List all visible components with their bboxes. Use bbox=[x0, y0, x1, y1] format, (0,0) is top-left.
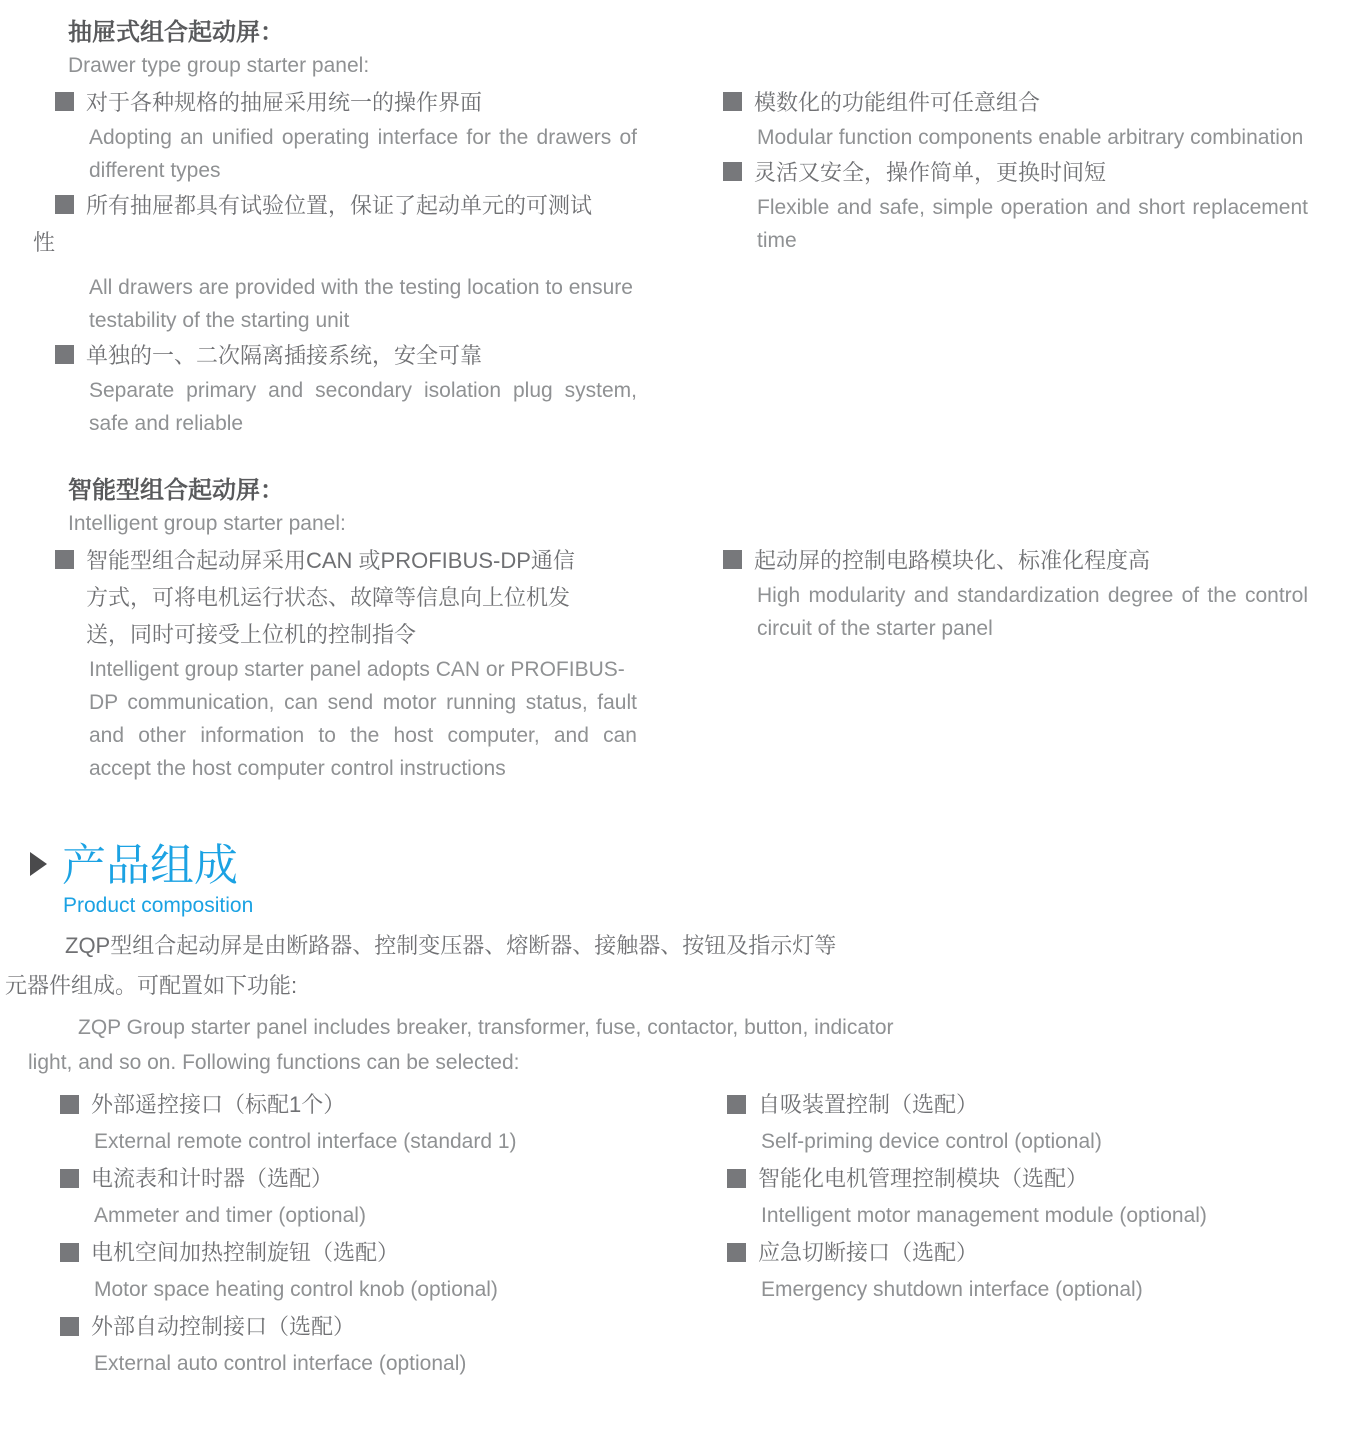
option-text-zh: 电流表和计时器（选配） bbox=[91, 1166, 334, 1191]
feature-item bbox=[55, 542, 675, 785]
bullet-square-icon bbox=[55, 345, 74, 364]
feature-text-zh: 起动屏的控制电路模块化、标准化程度高 bbox=[754, 548, 1151, 573]
option-item bbox=[727, 1234, 1349, 1308]
option-text-zh: 外部自动控制接口（选配） bbox=[91, 1314, 356, 1339]
feature-item bbox=[55, 84, 675, 187]
bullet-square-icon bbox=[60, 1095, 79, 1114]
feature-text-en: Intelligent group starter panel adopts CAN or PROFIBUS- bbox=[89, 658, 625, 681]
feature-text-zh: 所有抽屉都具有试验位置，保证了起动单元的可测试 bbox=[86, 193, 593, 218]
option-text-zh: 应急切断接口（选配） bbox=[758, 1240, 979, 1265]
bullet-square-icon bbox=[60, 1317, 79, 1336]
bullet-square-icon bbox=[55, 550, 74, 569]
feature-text-zh: 方式，可将电机运行状态、故障等信息向上位机发 bbox=[86, 585, 571, 610]
option-item bbox=[727, 1160, 1349, 1234]
feature-text-en: Modular function components enable arbitrary combination bbox=[757, 126, 1304, 149]
section-title-zh: 智能型组合起动屏： bbox=[68, 477, 284, 504]
bullet-square-icon bbox=[60, 1243, 79, 1262]
feature-text-en: safe and reliable bbox=[89, 412, 244, 435]
option-text-en: External remote control interface (standard 1) bbox=[94, 1130, 517, 1153]
bullet-square-icon bbox=[60, 1169, 79, 1188]
option-text-en: Emergency shutdown interface (optional) bbox=[761, 1278, 1143, 1301]
intelligent-section-title bbox=[68, 474, 346, 540]
intelligent-right-column bbox=[723, 542, 1349, 645]
drawer-section-title bbox=[68, 16, 369, 82]
section-title-zh: 抽屉式组合起动屏： bbox=[68, 19, 284, 46]
feature-item bbox=[723, 154, 1349, 257]
section-subtitle-en: Intelligent group starter panel: bbox=[68, 512, 346, 535]
bullet-square-icon bbox=[55, 195, 74, 214]
options-left-column bbox=[60, 1086, 680, 1382]
options-right-column bbox=[727, 1086, 1349, 1308]
feature-text-en: Adopting an unified operating interface for the drawers of bbox=[89, 126, 637, 149]
bullet-square-icon bbox=[727, 1095, 746, 1114]
option-text-zh: 智能化电机管理控制模块（选配） bbox=[758, 1166, 1089, 1191]
feature-text-en: High modularity and standardization degree of the control bbox=[757, 584, 1308, 607]
feature-text-en: Separate primary and secondary isolation plug system, bbox=[89, 379, 637, 402]
bullet-square-icon bbox=[723, 550, 742, 569]
feature-text-en: time bbox=[757, 229, 797, 252]
feature-text-en: All drawers are provided with the testing location to ensure bbox=[89, 276, 633, 299]
option-text-en: Self-priming device control (optional) bbox=[761, 1130, 1102, 1153]
option-text-en: Ammeter and timer (optional) bbox=[94, 1204, 366, 1227]
feature-text-en: DP communication, can send motor running status, fault bbox=[89, 691, 637, 714]
intro-paragraph-zh bbox=[5, 926, 836, 1006]
option-text-en: Intelligent motor management module (optional) bbox=[761, 1204, 1207, 1227]
feature-text-zh: 模数化的功能组件可任意组合 bbox=[754, 90, 1041, 115]
composition-heading: 产品组成 bbox=[62, 841, 238, 890]
drawer-right-column bbox=[723, 84, 1349, 257]
feature-text-zh: 送，同时可接受上位机的控制指令 bbox=[86, 622, 417, 647]
option-text-en: Motor space heating control knob (optional) bbox=[94, 1278, 498, 1301]
feature-text-en: testability of the starting unit bbox=[89, 309, 350, 332]
drawer-left-column bbox=[33, 84, 675, 440]
option-text-zh: 电机空间加热控制旋钮（选配） bbox=[91, 1240, 400, 1265]
feature-text-en: different types bbox=[89, 159, 221, 182]
bullet-square-icon bbox=[723, 162, 742, 181]
feature-text-zh: 智能型组合起动屏采用CAN 或PROFIBUS-DP通信 bbox=[86, 548, 575, 573]
feature-item bbox=[723, 84, 1349, 154]
feature-text-en: Flexible and safe, simple operation and short replacement bbox=[757, 196, 1308, 219]
option-text-zh: 自吸装置控制（选配） bbox=[758, 1092, 979, 1117]
option-item bbox=[60, 1086, 680, 1160]
feature-text-zh: 性 bbox=[33, 230, 56, 255]
option-item bbox=[60, 1234, 680, 1308]
paragraph-line: light, and so on. Following functions can be selected: bbox=[28, 1051, 520, 1074]
paragraph-line: 元器件组成。可配置如下功能: bbox=[5, 973, 298, 998]
feature-text-en: circuit of the starter panel bbox=[757, 617, 993, 640]
feature-item bbox=[33, 187, 675, 337]
bullet-square-icon bbox=[727, 1169, 746, 1188]
section-subtitle-en: Drawer type group starter panel: bbox=[68, 54, 370, 77]
paragraph-line: ZQP型组合起动屏是由断路器、控制变压器、熔断器、接触器、按钮及指示灯等 bbox=[65, 933, 837, 958]
feature-item bbox=[723, 542, 1349, 645]
feature-text-zh: 对于各种规格的抽屉采用统一的操作界面 bbox=[86, 90, 483, 115]
composition-subtitle: Product composition bbox=[63, 894, 254, 917]
option-text-zh: 外部遥控接口（标配1个） bbox=[91, 1092, 346, 1117]
intro-paragraph-en bbox=[28, 1010, 894, 1080]
feature-text-en: and other information to the host computer, and can bbox=[89, 724, 637, 747]
feature-item bbox=[55, 337, 675, 440]
bullet-square-icon bbox=[55, 92, 74, 111]
paragraph-line: ZQP Group starter panel includes breaker, transformer, fuse, contactor, button, indicator bbox=[78, 1016, 894, 1039]
bullet-square-icon bbox=[723, 92, 742, 111]
feature-text-zh: 灵活又安全，操作简单，更换时间短 bbox=[754, 160, 1107, 185]
section-arrow-icon bbox=[30, 852, 47, 876]
bullet-square-icon bbox=[727, 1243, 746, 1262]
intelligent-left-column bbox=[55, 542, 675, 785]
option-text-en: External auto control interface (optional) bbox=[94, 1352, 467, 1375]
feature-text-en: accept the host computer control instructions bbox=[89, 757, 506, 780]
option-item bbox=[727, 1086, 1349, 1160]
option-item bbox=[60, 1308, 680, 1382]
option-item bbox=[60, 1160, 680, 1234]
feature-text-zh: 单独的一、二次隔离插接系统，安全可靠 bbox=[86, 343, 483, 368]
